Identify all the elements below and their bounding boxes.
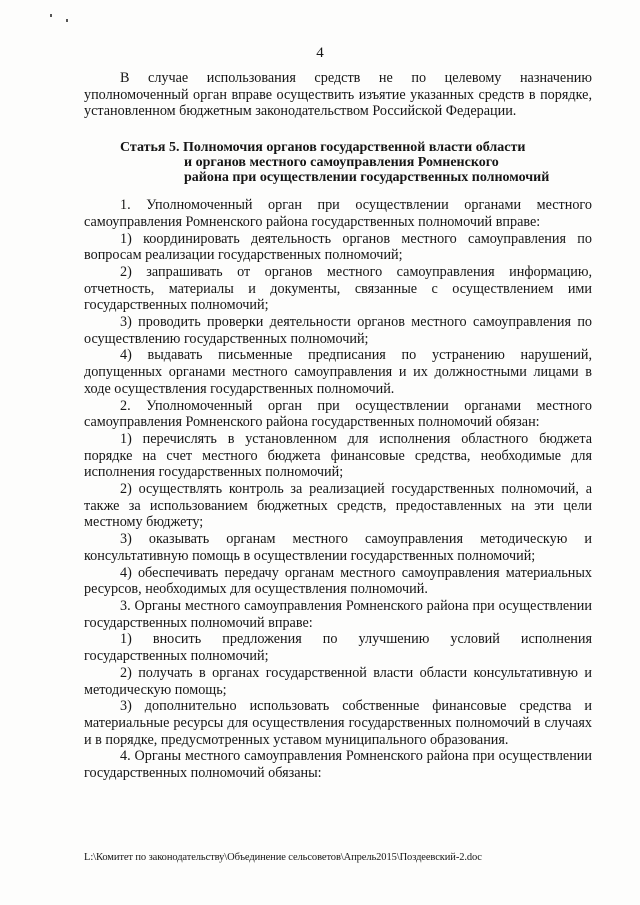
paragraph: 2) запрашивать от органов местного самоуправления информацию, отчетность, материалы и документы, связанные с осуществлением ими государственных полномочий;	[84, 263, 592, 314]
paragraph: 4) выдавать письменные предписания по устранению нарушений, допущенных органами местного самоуправления и их должностными лицами в ходе осуществления государственных полномочий.	[84, 347, 592, 397]
paragraph: 2) осуществлять контроль за реализацией государственных полномочий, а также за использованием бюджетных средств, предоставленных на эти цели местному бюджету;	[84, 481, 592, 531]
paragraph: 1. Уполномоченный орган при осуществлении органами местного самоуправления Ромненского района государственных полномочий вправе:	[84, 197, 592, 230]
scan-mark	[66, 19, 68, 22]
paragraph: 2. Уполномоченный орган при осуществлении органами местного самоуправления Ромненского района государственных полномочий обязан:	[84, 397, 592, 431]
paragraph: 3. Органы местного самоуправления Ромненского района при осуществлении государственных полномочий вправе:	[84, 597, 592, 631]
scan-mark	[50, 14, 52, 17]
paragraph: 2) получать в органах государственной власти области консультативную и методическую помощь;	[84, 664, 592, 698]
paragraph: 1) координировать деятельность органов местного самоуправления по вопросам реализации государственных полномочий;	[84, 230, 592, 264]
article-heading-line: и органов местного самоуправления Ромненского	[184, 155, 499, 171]
paragraph: 3) оказывать органам местного самоуправления методическую и консультативную помощь в осуществлении государственных полномочий;	[84, 531, 592, 564]
paragraph: 4) обеспечивать передачу органам местного самоуправления материальных ресурсов, необходимых для осуществления полномочий.	[84, 564, 592, 598]
document-body	[84, 70, 592, 782]
paragraph: 4. Органы местного самоуправления Ромненского района при осуществлении государственных полномочий обязаны:	[84, 748, 592, 782]
article-heading-line: Статья 5. Полномочия органов государственной власти области	[120, 140, 526, 156]
paragraph: 3) проводить проверки деятельности органов местного самоуправления по осуществлению государственных полномочий;	[84, 314, 592, 347]
paragraph: 1) вносить предложения по улучшению условий исполнения государственных полномочий;	[84, 631, 592, 665]
intro-paragraph: В случае использования средств не по целевому назначению уполномоченный орган вправе осуществить изъятие указанных средств в порядке, установленном бюджетным законодательством Российской Федерации.	[84, 70, 592, 120]
paragraph: 1) перечислять в установленном для исполнения областного бюджета порядке на счет местного бюджета финансовые средства, необходимые для исполнения государственных полномочий;	[84, 430, 592, 481]
page-number: 4	[316, 45, 324, 61]
article-heading-line: района при осуществлении государственных полномочий	[184, 170, 550, 186]
footer-file-path: L:\Комитет по законодательству\Объединение сельсоветов\Апрель2015\Поздеевский-2.doc	[84, 852, 482, 863]
paragraph: 3) дополнительно использовать собственные финансовые средства и материальные ресурсы для осуществления государственных полномочий в случаях и в порядке, предусмотренных уставом муниципального образования.	[84, 698, 592, 748]
article-heading	[84, 140, 592, 185]
